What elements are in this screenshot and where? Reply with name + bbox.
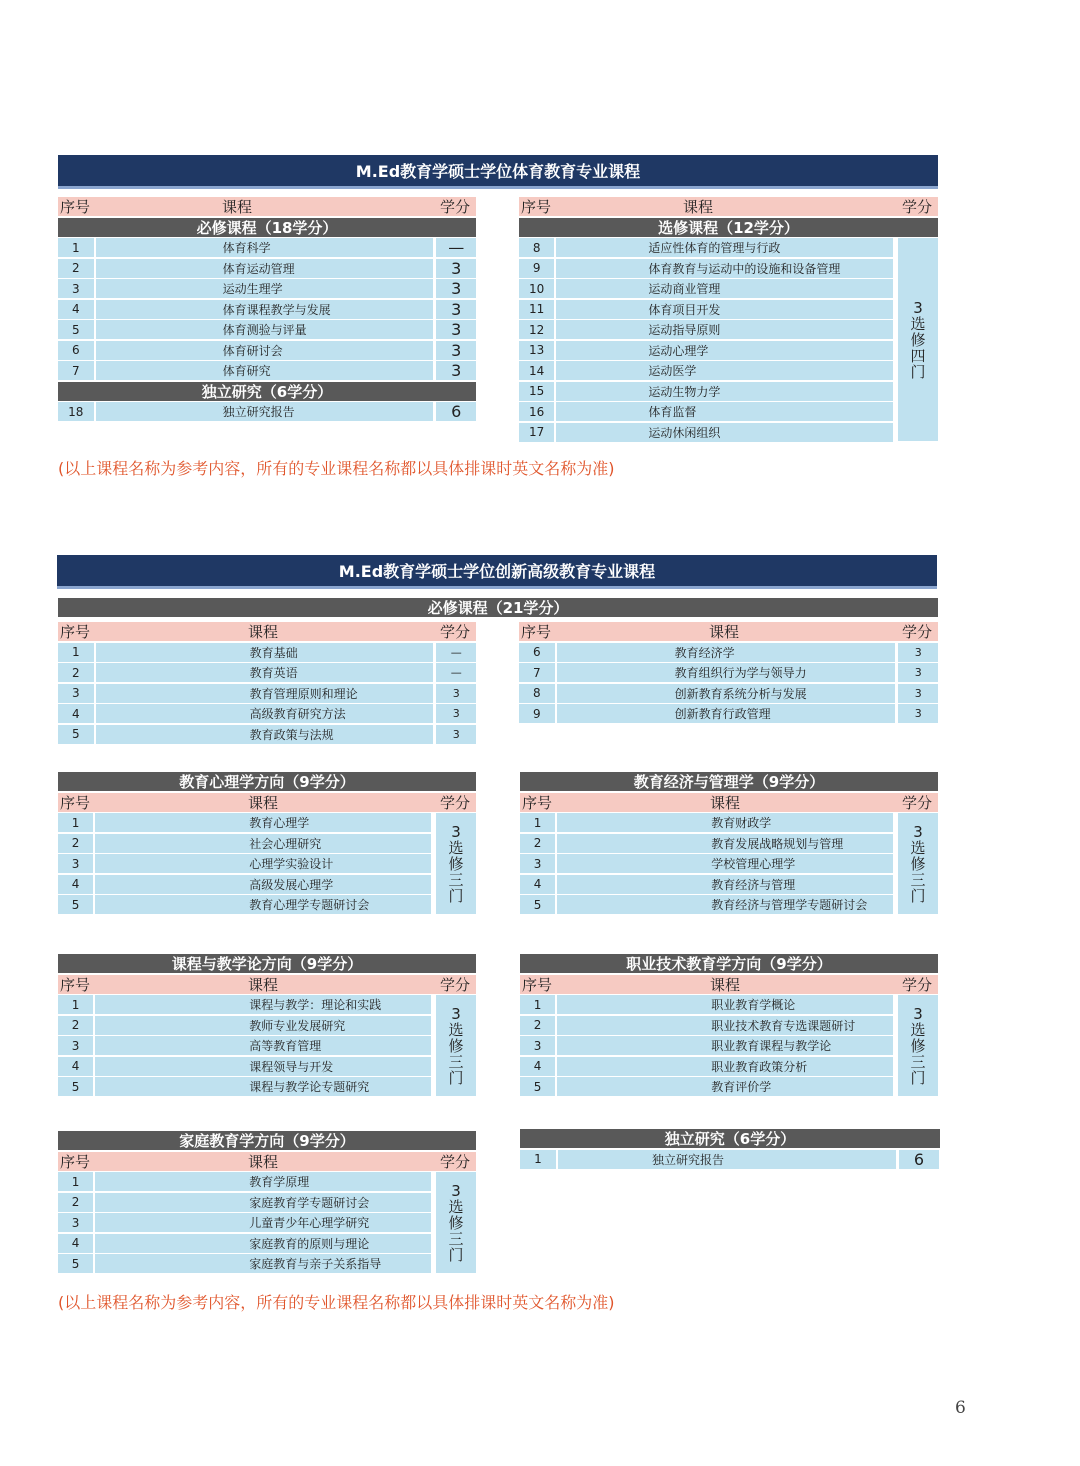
research-band: 独立研究（6学分） [58,382,476,401]
direction-credit-note [436,1172,476,1273]
innov-research-table [520,1129,940,1170]
course-name: 社会心理研究 [95,834,431,853]
course-credit: 3 [436,725,476,744]
row-number: 2 [58,1193,93,1212]
header-no: 序号 [58,197,94,216]
credit-note-char: 选 [448,838,464,857]
header-course: 课程 [555,197,896,216]
row-number: 4 [58,1057,93,1076]
credit-note-char: 修 [910,854,926,873]
table-row [58,1036,434,1055]
course-credit: 3 [898,643,938,662]
course-credit: 3 [436,341,476,360]
table-row [520,1077,896,1096]
table-header [519,622,938,641]
credit-note-char: 修 [448,1036,464,1055]
section1-note: (以上课程名称为参考内容，所有的专业课程名称都以具体排课时英文名称为准) [58,459,615,478]
course-credit: 6 [899,1150,939,1169]
table-row [520,1057,896,1076]
course-credit: 3 [436,320,476,339]
row-number: 5 [58,725,94,744]
course-credit: 3 [436,259,476,278]
credit-note-char: 修 [448,854,464,873]
header-course: 课程 [94,197,434,216]
table-header [519,197,938,216]
header-course: 课程 [94,975,434,994]
course-name: 创新教育系统分析与发展 [557,684,896,703]
table-row [519,259,896,278]
course-name: 教育基础 [96,643,434,662]
course-name: 教育发展战略规划与管理 [557,834,893,853]
required-rows-right [519,643,938,724]
course-credit: — [436,238,476,257]
header-credit: 学分 [434,975,476,994]
table-header [58,197,476,216]
table-row [519,684,938,703]
course-credit: 3 [898,684,938,703]
header-course: 课程 [556,793,896,812]
table-row [520,854,896,873]
table-row [58,1016,434,1035]
vocational-direction-table [520,954,938,1098]
row-number: 2 [520,1016,555,1035]
header-no: 序号 [520,975,556,994]
row-number: 3 [520,1036,555,1055]
course-name: 课程与教学：理论和实践 [95,995,431,1014]
direction-credit-note [898,995,938,1096]
table-header [58,975,476,994]
table-row [520,895,896,914]
table-row [519,423,896,442]
course-name: 适应性体育的管理与行政 [556,238,893,257]
table-row [520,1036,896,1055]
row-number: 4 [520,875,555,894]
table-row [520,1016,896,1035]
table-row [58,1077,434,1096]
header-credit: 学分 [434,1152,476,1171]
direction-credit-note [898,813,938,914]
credit-note-char: 三 [448,870,464,889]
table-row [58,1213,434,1232]
course-credit: 3 [898,663,938,682]
row-number: 15 [519,382,554,401]
row-number: 2 [58,663,94,682]
row-number: 3 [520,854,555,873]
table-row [58,300,476,319]
course-name: 心理学实验设计 [95,854,431,873]
header-no: 序号 [519,622,555,641]
course-name: 体育监督 [556,402,893,421]
table-header [520,975,938,994]
table-row [519,320,896,339]
required-rows [58,238,476,380]
table-row [58,238,476,257]
credit-note-char: 三 [910,870,926,889]
course-name: 体育教育与运动中的设施和设备管理 [556,259,893,278]
course-name: 教育财政学 [557,813,893,832]
credit-note-char: 三 [448,1229,464,1248]
header-credit: 学分 [896,793,938,812]
table-row [58,995,434,1014]
direction-rows [58,813,476,914]
row-number: 1 [58,995,93,1014]
header-no: 序号 [58,793,94,812]
course-name: 学校管理心理学 [557,854,893,873]
course-name: 体育运动管理 [96,259,434,278]
row-number: 17 [519,423,554,442]
table-row [58,813,434,832]
course-name: 体育研究 [96,361,434,380]
credit-note-char: 修 [910,1036,926,1055]
course-name: 运动医学 [556,361,893,380]
course-name: 职业教育学概论 [557,995,893,1014]
course-name: 教育心理学 [95,813,431,832]
course-name: 运动指导原则 [556,320,893,339]
direction-rows [58,995,476,1096]
row-number: 3 [58,854,93,873]
direction-band: 课程与教学论方向（9学分） [58,954,476,973]
course-name: 体育研讨会 [96,341,434,360]
family-direction-table [58,1131,476,1275]
header-no: 序号 [58,622,94,641]
table-row [58,684,476,703]
course-name: 教育政策与法规 [96,725,434,744]
innov-required-right [519,622,938,725]
table-row [519,341,896,360]
table-row [58,361,476,380]
course-credit: 3 [436,704,476,723]
direction-rows [58,1172,476,1273]
header-credit: 学分 [434,197,476,216]
course-name: 高等教育管理 [95,1036,431,1055]
direction-rows [520,995,938,1096]
table-row [58,854,434,873]
table-row [58,663,476,682]
row-number: 1 [58,643,94,662]
table-header [58,793,476,812]
row-number: 4 [58,875,93,894]
row-number: 9 [519,704,555,723]
credit-note-char: 三 [448,1052,464,1071]
course-name: 课程与教学论专题研究 [95,1077,431,1096]
table-header [58,622,476,641]
course-name: 教育心理学专题研讨会 [95,895,431,914]
course-name: 独立研究报告 [558,1150,896,1169]
credit-note-char: 3 [451,822,461,841]
header-credit: 学分 [434,622,476,641]
table-row [520,834,896,853]
row-number: 9 [519,259,554,278]
course-credit: — [436,663,476,682]
table-row [58,320,476,339]
innov-required-block [58,598,938,619]
course-name: 教育英语 [96,663,434,682]
credit-note-char: 选 [910,314,926,333]
header-course: 课程 [94,1152,434,1171]
row-number: 4 [58,704,94,723]
row-number: 3 [58,1036,93,1055]
row-number: 8 [519,684,555,703]
credit-note-char: 3 [451,1004,461,1023]
header-no: 序号 [58,1152,94,1171]
header-credit: 学分 [434,793,476,812]
table-row [58,875,434,894]
credit-note-char: 修 [448,1213,464,1232]
course-name: 课程领导与开发 [95,1057,431,1076]
research-band: 独立研究（6学分） [520,1129,940,1148]
credit-note-char: 门 [448,886,464,905]
table-row [519,402,896,421]
course-name: 运动生物力学 [556,382,893,401]
row-number: 1 [520,813,555,832]
table-row [58,259,476,278]
credit-note-char: 门 [910,1068,926,1087]
course-name: 体育测验与评量 [96,320,434,339]
row-number: 12 [519,320,554,339]
table-row [58,279,476,298]
header-no: 序号 [520,793,556,812]
course-name: 体育课程教学与发展 [96,300,434,319]
course-name: 运动心理学 [556,341,893,360]
course-name: 体育项目开发 [556,300,893,319]
course-credit: 6 [436,402,476,421]
course-credit: 3 [436,684,476,703]
header-course: 课程 [556,975,896,994]
table-row [520,813,896,832]
row-number: 14 [519,361,554,380]
table-row [519,238,896,257]
row-number: 4 [520,1057,555,1076]
pe-elective-table [519,197,938,443]
row-number: 4 [58,1234,93,1253]
table-row [58,704,476,723]
table-row [58,1193,434,1212]
table-header [520,793,938,812]
table-row [58,1254,434,1273]
credit-note-char: 门 [910,362,926,381]
row-number: 5 [58,1077,93,1096]
elective-rows [519,238,896,442]
row-number: 4 [58,300,94,319]
row-number: 13 [519,341,554,360]
table-row [58,402,476,421]
header-course: 课程 [555,622,896,641]
credit-note-char: 选 [910,838,926,857]
row-number: 1 [520,1150,556,1169]
course-name: 高级教育研究方法 [96,704,434,723]
course-name: 独立研究报告 [96,402,434,421]
row-number: 8 [519,238,554,257]
credit-note-char: 3 [913,822,923,841]
credit-note-char: 门 [910,886,926,905]
course-name: 运动商业管理 [556,279,893,298]
table-row [520,1150,940,1169]
row-number: 3 [58,279,94,298]
course-name: 运动休闲组织 [556,423,893,442]
required-band: 必修课程（21学分） [58,598,938,617]
course-credit: — [436,643,476,662]
table-row [519,643,938,662]
course-name: 运动生理学 [96,279,434,298]
course-credit: 3 [436,300,476,319]
course-name: 教师专业发展研究 [95,1016,431,1035]
credit-note-char: 修 [910,330,926,349]
header-credit: 学分 [896,622,938,641]
pe-required-table [58,197,476,423]
table-row [58,1234,434,1253]
course-name: 教育经济学 [557,643,896,662]
section2-title-banner: M.Ed教育学硕士学位创新高级教育专业课程 [57,555,937,589]
credit-note-char: 三 [910,1052,926,1071]
course-credit: 3 [436,361,476,380]
table-row [58,1172,434,1191]
econ-direction-table [520,772,938,916]
course-name: 体育科学 [96,238,434,257]
row-number: 7 [519,663,555,682]
direction-band: 教育心理学方向（9学分） [58,772,476,791]
direction-credit-note [436,995,476,1096]
credit-note-char: 3 [913,1004,923,1023]
row-number: 2 [58,834,93,853]
course-name: 职业教育课程与教学论 [557,1036,893,1055]
header-course: 课程 [94,793,434,812]
row-number: 6 [58,341,94,360]
course-name: 教育评价学 [557,1077,893,1096]
course-name: 家庭教育的原则与理论 [95,1234,431,1253]
table-row [58,1057,434,1076]
table-header [58,1152,476,1171]
table-row [519,704,938,723]
elective-band: 选修课程（12学分） [519,218,938,237]
credit-note-char: 3 [913,298,923,317]
credit-note-char: 门 [448,1245,464,1264]
course-name: 教育经济与管理学专题研讨会 [557,895,893,914]
research-rows [58,402,476,421]
row-number: 6 [519,643,555,662]
row-number: 5 [58,895,93,914]
direction-rows [520,813,938,914]
credit-note-char: 选 [448,1197,464,1216]
row-number: 1 [58,238,94,257]
row-number: 1 [58,1172,93,1191]
row-number: 10 [519,279,554,298]
row-number: 2 [58,259,94,278]
row-number: 18 [58,402,94,421]
table-row [58,341,476,360]
direction-band: 家庭教育学方向（9学分） [58,1131,476,1150]
direction-band: 职业技术教育学方向（9学分） [520,954,938,973]
course-name: 职业教育政策分析 [557,1057,893,1076]
row-number: 2 [520,834,555,853]
credit-note-char: 四 [910,346,926,365]
table-row [519,279,896,298]
course-name: 家庭教育与亲子关系指导 [95,1254,431,1273]
table-row [58,725,476,744]
table-row [58,834,434,853]
course-credit: 3 [436,279,476,298]
direction-band: 教育经济与管理学（9学分） [520,772,938,791]
table-row [519,361,896,380]
course-name: 教育经济与管理 [557,875,893,894]
credit-note-char: 3 [451,1181,461,1200]
table-row [58,643,476,662]
page-number: 6 [955,1398,966,1418]
table-row [58,895,434,914]
header-credit: 学分 [896,975,938,994]
curriculum-direction-table [58,954,476,1098]
row-number: 11 [519,300,554,319]
innov-required-left [58,622,476,745]
row-number: 5 [520,1077,555,1096]
course-name: 教育组织行为学与领导力 [557,663,896,682]
header-course: 课程 [94,622,434,641]
row-number: 5 [58,320,94,339]
required-band: 必修课程（18学分） [58,218,476,237]
table-row [520,875,896,894]
header-credit: 学分 [896,197,938,216]
credit-note-char: 门 [448,1068,464,1087]
credit-note-char: 选 [910,1020,926,1039]
course-name: 家庭教育学专题研讨会 [95,1193,431,1212]
course-credit: 3 [898,704,938,723]
header-no: 序号 [58,975,94,994]
header-no: 序号 [519,197,555,216]
required-rows-left [58,643,476,744]
section2-note: (以上课程名称为参考内容，所有的专业课程名称都以具体排课时英文名称为准) [58,1293,615,1312]
row-number: 7 [58,361,94,380]
table-row [519,382,896,401]
row-number: 5 [58,1254,93,1273]
credit-note-char: 选 [448,1020,464,1039]
table-row [519,300,896,319]
course-name: 创新教育行政管理 [557,704,896,723]
row-number: 3 [58,1213,93,1232]
course-name: 职业技术教育专选课题研讨 [557,1016,893,1035]
row-number: 2 [58,1016,93,1035]
table-row [519,663,938,682]
course-name: 儿童青少年心理学研究 [95,1213,431,1232]
elective-credit-note [898,238,938,441]
research-rows [520,1150,940,1169]
row-number: 5 [520,895,555,914]
table-row [520,995,896,1014]
row-number: 1 [58,813,93,832]
course-name: 高级发展心理学 [95,875,431,894]
row-number: 16 [519,402,554,421]
row-number: 3 [58,684,94,703]
psych-direction-table [58,772,476,916]
course-name: 教育学原理 [95,1172,431,1191]
row-number: 1 [520,995,555,1014]
direction-credit-note [436,813,476,914]
section1-title-banner: M.Ed教育学硕士学位体育教育专业课程 [58,155,938,189]
course-name: 教育管理原则和理论 [96,684,434,703]
